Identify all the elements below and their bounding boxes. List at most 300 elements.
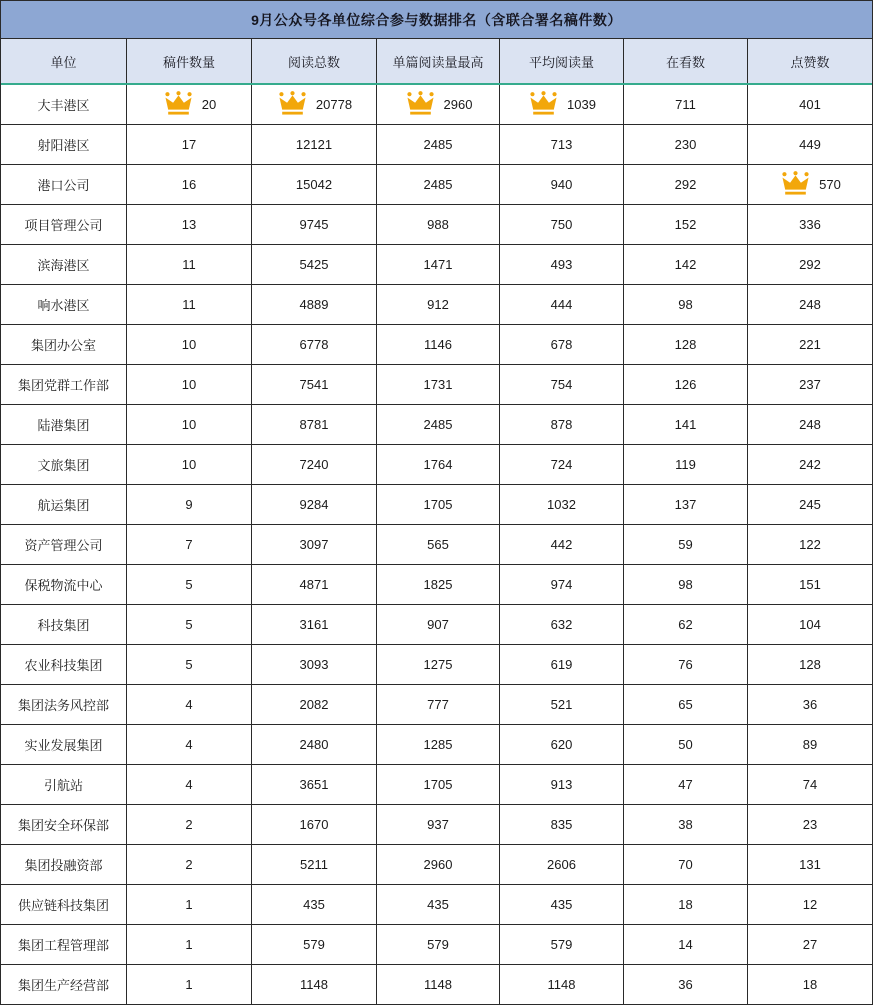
unit-cell: 农业科技集团: [1, 645, 127, 685]
value-text: 632: [550, 617, 573, 632]
value-text: 230: [674, 137, 697, 152]
value-text: 435: [550, 897, 573, 912]
unit-cell: 大丰港区: [1, 85, 127, 125]
value-cell: [624, 565, 748, 605]
value-cell: [748, 85, 872, 125]
value-cell: [377, 845, 500, 885]
value-text: 2480: [299, 737, 329, 752]
value-cell: [127, 805, 252, 845]
value-text: 50: [678, 737, 693, 752]
value-cell: [500, 325, 624, 365]
value-cell: [377, 125, 500, 165]
value-text: 2: [185, 857, 193, 872]
table-body: [1, 85, 872, 1005]
value-cell: [748, 285, 872, 325]
table-row: [1, 525, 872, 565]
unit-cell: 射阳港区: [1, 125, 127, 165]
value-text: 38: [678, 817, 693, 832]
value-text: 1148: [424, 977, 452, 992]
value-cell: [748, 725, 872, 765]
value-text: 137: [674, 497, 697, 512]
unit-cell: 资产管理公司: [1, 525, 127, 565]
value-cell: [127, 245, 252, 285]
value-cell: [252, 445, 377, 485]
value-cell: [624, 845, 748, 885]
value-text: 7: [185, 537, 193, 552]
value-cell: [252, 725, 377, 765]
value-cell: [252, 645, 377, 685]
value-text: 435: [303, 897, 325, 912]
value-text: 1705: [423, 497, 453, 512]
value-cell: [748, 765, 872, 805]
value-cell: [377, 325, 500, 365]
value-text: 1: [185, 897, 193, 912]
value-cell: [748, 685, 872, 725]
unit-cell: 集团工程管理部: [1, 925, 127, 965]
table-row: [1, 485, 872, 525]
value-cell: [748, 125, 872, 165]
value-cell: [624, 445, 748, 485]
value-text: 2: [185, 817, 193, 832]
value-text: 1285: [423, 737, 453, 752]
value-text: 754: [550, 377, 573, 392]
value-text: 4: [185, 737, 193, 752]
value-text: 10: [181, 337, 197, 352]
value-text: 126: [674, 377, 697, 392]
value-text: 5: [185, 617, 193, 632]
value-text: 122: [799, 537, 821, 552]
value-cell: [624, 405, 748, 445]
value-text: 835: [550, 817, 573, 832]
value-text: 878: [550, 417, 573, 432]
value-cell: [500, 565, 624, 605]
table-title: 9月公众号各单位综合参与数据排名（含联合署名稿件数）: [1, 1, 872, 39]
value-text: 248: [799, 417, 821, 432]
value-text: 7240: [299, 457, 329, 472]
value-cell: [500, 885, 624, 925]
unit-cell: 航运集团: [1, 485, 127, 525]
value-text: 678: [550, 337, 573, 352]
table-row: [1, 165, 872, 205]
value-cell: [377, 685, 500, 725]
value-cell: [127, 925, 252, 965]
value-cell: [500, 605, 624, 645]
value-cell: [252, 805, 377, 845]
value-cell: [377, 725, 500, 765]
value-cell: [252, 525, 377, 565]
unit-cell: 集团投融资部: [1, 845, 127, 885]
value-text: 65: [678, 697, 693, 712]
value-text: 6778: [299, 337, 329, 352]
value-cell: [748, 965, 872, 1005]
value-cell: [377, 885, 500, 925]
value-text: 912: [427, 297, 449, 312]
value-cell: [377, 805, 500, 845]
table-row: [1, 605, 872, 645]
value-text: 907: [427, 617, 449, 632]
value-cell: [624, 205, 748, 245]
value-cell: [748, 205, 872, 245]
value-cell: [748, 925, 872, 965]
value-text: 1039: [567, 97, 596, 112]
value-text: 1148: [300, 977, 328, 992]
column-header-3: 单篇阅读量最高: [377, 39, 500, 83]
value-cell: [127, 485, 252, 525]
value-text: 579: [550, 937, 573, 952]
value-text: 10: [181, 417, 197, 432]
value-cell: [377, 445, 500, 485]
value-cell: [127, 765, 252, 805]
value-cell: [500, 125, 624, 165]
value-cell: [127, 365, 252, 405]
value-text: 620: [550, 737, 573, 752]
value-cell: [377, 565, 500, 605]
value-cell: [252, 685, 377, 725]
value-text: 565: [427, 537, 449, 552]
value-cell: [127, 965, 252, 1005]
value-cell: [748, 605, 872, 645]
table-row: [1, 925, 872, 965]
value-cell: [127, 685, 252, 725]
value-cell: [748, 645, 872, 685]
value-cell: [500, 725, 624, 765]
value-text: 13: [181, 217, 197, 232]
value-cell: [377, 285, 500, 325]
value-text: 131: [799, 857, 821, 872]
column-header-1: 稿件数量: [127, 39, 252, 83]
value-cell: [252, 965, 377, 1005]
value-text: 242: [799, 457, 821, 472]
unit-cell: 集团党群工作部: [1, 365, 127, 405]
value-text: 14: [678, 937, 693, 952]
value-cell: [624, 525, 748, 565]
value-text: 62: [678, 617, 693, 632]
value-text: 237: [799, 377, 821, 392]
value-cell: [252, 125, 377, 165]
value-cell: [377, 405, 500, 445]
table-row: [1, 565, 872, 605]
value-cell: [127, 725, 252, 765]
value-cell: [624, 245, 748, 285]
value-cell: [127, 325, 252, 365]
value-text: 59: [678, 537, 693, 552]
value-text: 1: [185, 937, 193, 952]
value-text: 1146: [424, 337, 452, 352]
value-text: 151: [799, 577, 821, 592]
value-cell: [624, 685, 748, 725]
value-text: 11: [182, 257, 196, 272]
value-text: 5: [185, 577, 193, 592]
value-text: 128: [674, 337, 697, 352]
unit-cell: 保税物流中心: [1, 565, 127, 605]
value-text: 20: [201, 97, 217, 112]
value-text: 10: [181, 457, 197, 472]
value-cell: [127, 85, 252, 125]
value-cell: [377, 85, 500, 125]
value-cell: [500, 245, 624, 285]
value-cell: [500, 525, 624, 565]
value-cell: [127, 125, 252, 165]
value-text: 10: [181, 377, 197, 392]
value-text: 98: [678, 577, 693, 592]
value-cell: [624, 365, 748, 405]
value-text: 12121: [295, 137, 333, 152]
value-cell: [624, 605, 748, 645]
value-text: 579: [427, 937, 449, 952]
value-text: 5211: [300, 857, 328, 872]
unit-cell: 实业发展集团: [1, 725, 127, 765]
value-cell: [748, 245, 872, 285]
table-row: [1, 445, 872, 485]
value-cell: [252, 885, 377, 925]
value-text: 937: [427, 817, 449, 832]
value-cell: [500, 165, 624, 205]
value-text: 3161: [299, 617, 329, 632]
table-row: [1, 885, 872, 925]
table-row: [1, 85, 872, 125]
value-cell: [377, 525, 500, 565]
value-text: 74: [802, 777, 818, 792]
value-cell: [748, 405, 872, 445]
value-text: 5: [185, 657, 193, 672]
value-text: 7541: [299, 377, 329, 392]
value-cell: [500, 645, 624, 685]
value-text: 619: [550, 657, 573, 672]
value-cell: [127, 525, 252, 565]
value-cell: [624, 645, 748, 685]
value-cell: [127, 845, 252, 885]
value-cell: [377, 925, 500, 965]
value-text: 4889: [299, 297, 329, 312]
crown-icon: [779, 171, 812, 198]
value-cell: [500, 845, 624, 885]
value-text: 988: [427, 217, 449, 232]
value-cell: [748, 485, 872, 525]
value-text: 974: [550, 577, 573, 592]
value-text: 1731: [423, 377, 453, 392]
table-row: [1, 125, 872, 165]
table-row: [1, 405, 872, 445]
value-cell: [748, 845, 872, 885]
value-text: 2485: [423, 137, 453, 152]
value-cell: [377, 765, 500, 805]
value-text: 2082: [299, 697, 329, 712]
value-text: 15042: [295, 177, 333, 192]
value-cell: [252, 405, 377, 445]
value-text: 1275: [423, 657, 453, 672]
value-text: 5425: [299, 257, 329, 272]
value-cell: [624, 965, 748, 1005]
value-text: 913: [550, 777, 573, 792]
value-text: 119: [675, 457, 696, 472]
value-text: 9: [185, 497, 193, 512]
unit-cell: 供应链科技集团: [1, 885, 127, 925]
value-text: 11: [182, 297, 196, 312]
value-cell: [748, 565, 872, 605]
value-cell: [748, 325, 872, 365]
value-text: 4: [185, 697, 193, 712]
value-text: 16: [181, 177, 197, 192]
value-text: 141: [674, 417, 697, 432]
value-text: 3093: [299, 657, 329, 672]
value-cell: [748, 805, 872, 845]
value-cell: [127, 885, 252, 925]
value-text: 248: [799, 297, 821, 312]
value-cell: [127, 605, 252, 645]
value-text: 442: [550, 537, 573, 552]
value-text: 336: [799, 217, 821, 232]
value-text: 713: [550, 137, 573, 152]
value-text: 521: [550, 697, 573, 712]
value-cell: [500, 285, 624, 325]
crown-icon: [162, 91, 195, 118]
value-text: 128: [799, 657, 821, 672]
value-text: 1764: [423, 457, 453, 472]
value-text: 17: [181, 137, 197, 152]
value-cell: [127, 445, 252, 485]
value-text: 2485: [423, 177, 453, 192]
value-cell: [748, 525, 872, 565]
unit-cell: 文旅集团: [1, 445, 127, 485]
value-text: 777: [427, 697, 449, 712]
value-cell: [748, 885, 872, 925]
value-text: 2485: [423, 417, 453, 432]
value-cell: [748, 445, 872, 485]
value-cell: [252, 165, 377, 205]
value-cell: [624, 325, 748, 365]
value-cell: [377, 365, 500, 405]
value-text: 1705: [423, 777, 453, 792]
value-cell: [500, 445, 624, 485]
value-cell: [252, 285, 377, 325]
value-cell: [252, 925, 377, 965]
value-cell: [127, 565, 252, 605]
value-cell: [500, 765, 624, 805]
table-row: [1, 245, 872, 285]
value-cell: [252, 365, 377, 405]
value-cell: [500, 85, 624, 125]
value-cell: [377, 165, 500, 205]
value-text: 9284: [299, 497, 329, 512]
value-cell: [252, 765, 377, 805]
value-cell: [624, 165, 748, 205]
value-cell: [624, 885, 748, 925]
value-text: 142: [674, 257, 697, 272]
value-text: 12: [802, 897, 818, 912]
value-text: 435: [427, 897, 449, 912]
unit-cell: 集团办公室: [1, 325, 127, 365]
value-cell: [377, 965, 500, 1005]
value-text: 1825: [423, 577, 453, 592]
value-cell: [377, 485, 500, 525]
value-text: 401: [799, 97, 821, 112]
value-cell: [377, 245, 500, 285]
column-header-6: 点赞数: [790, 54, 830, 70]
value-text: 18: [802, 977, 818, 992]
value-text: 36: [802, 697, 818, 712]
value-text: 2960: [443, 97, 473, 112]
value-text: 1471: [423, 257, 453, 272]
value-text: 1: [185, 977, 193, 992]
unit-cell: 集团安全环保部: [1, 805, 127, 845]
value-text: 70: [678, 857, 693, 872]
value-text: 27: [802, 937, 818, 952]
value-text: 444: [550, 297, 573, 312]
unit-cell: 集团法务风控部: [1, 685, 127, 725]
value-cell: [252, 325, 377, 365]
value-text: 221: [799, 337, 821, 352]
unit-cell: 陆港集团: [1, 405, 127, 445]
value-cell: [624, 925, 748, 965]
unit-cell: 响水港区: [1, 285, 127, 325]
value-cell: [127, 405, 252, 445]
value-cell: [624, 725, 748, 765]
value-text: 4: [185, 777, 193, 792]
unit-cell: 港口公司: [1, 165, 127, 205]
value-text: 711: [675, 97, 696, 112]
value-text: 292: [799, 257, 821, 272]
value-cell: [748, 365, 872, 405]
value-text: 449: [799, 137, 821, 152]
value-text: 3097: [299, 537, 329, 552]
table-header-row: [1, 39, 872, 83]
value-text: 724: [550, 457, 573, 472]
value-cell: [377, 205, 500, 245]
crown-icon: [276, 91, 309, 118]
value-text: 1670: [299, 817, 329, 832]
value-text: 104: [799, 617, 821, 632]
value-text: 98: [678, 297, 693, 312]
value-text: 23: [802, 817, 818, 832]
value-text: 8781: [299, 417, 329, 432]
value-text: 2606: [547, 857, 576, 872]
column-header-4: 平均阅读量: [500, 39, 624, 83]
value-cell: [252, 565, 377, 605]
value-cell: [748, 165, 872, 205]
value-cell: [252, 605, 377, 645]
table-row: [1, 805, 872, 845]
value-text: 2960: [423, 857, 453, 872]
value-cell: [500, 805, 624, 845]
value-cell: [377, 605, 500, 645]
column-header-0: 单位: [1, 39, 127, 83]
value-text: 570: [819, 177, 841, 192]
value-text: 1148: [547, 977, 576, 992]
crown-icon: [404, 91, 437, 118]
value-text: 579: [303, 937, 325, 952]
value-text: 152: [674, 217, 697, 232]
value-cell: [624, 485, 748, 525]
value-text: 245: [799, 497, 821, 512]
table-row: [1, 285, 872, 325]
value-text: 47: [678, 777, 693, 792]
value-text: 4871: [299, 577, 329, 592]
value-text: 1032: [547, 497, 576, 512]
value-cell: [127, 285, 252, 325]
value-cell: [500, 205, 624, 245]
value-text: 18: [678, 897, 693, 912]
unit-cell: 引航站: [1, 765, 127, 805]
value-text: 36: [678, 977, 693, 992]
value-cell: [252, 485, 377, 525]
value-cell: [252, 245, 377, 285]
table-row: [1, 765, 872, 805]
unit-cell: 滨海港区: [1, 245, 127, 285]
value-cell: [252, 845, 377, 885]
value-cell: [624, 765, 748, 805]
column-header-2: 阅读总数: [252, 39, 377, 83]
value-cell: [624, 285, 748, 325]
